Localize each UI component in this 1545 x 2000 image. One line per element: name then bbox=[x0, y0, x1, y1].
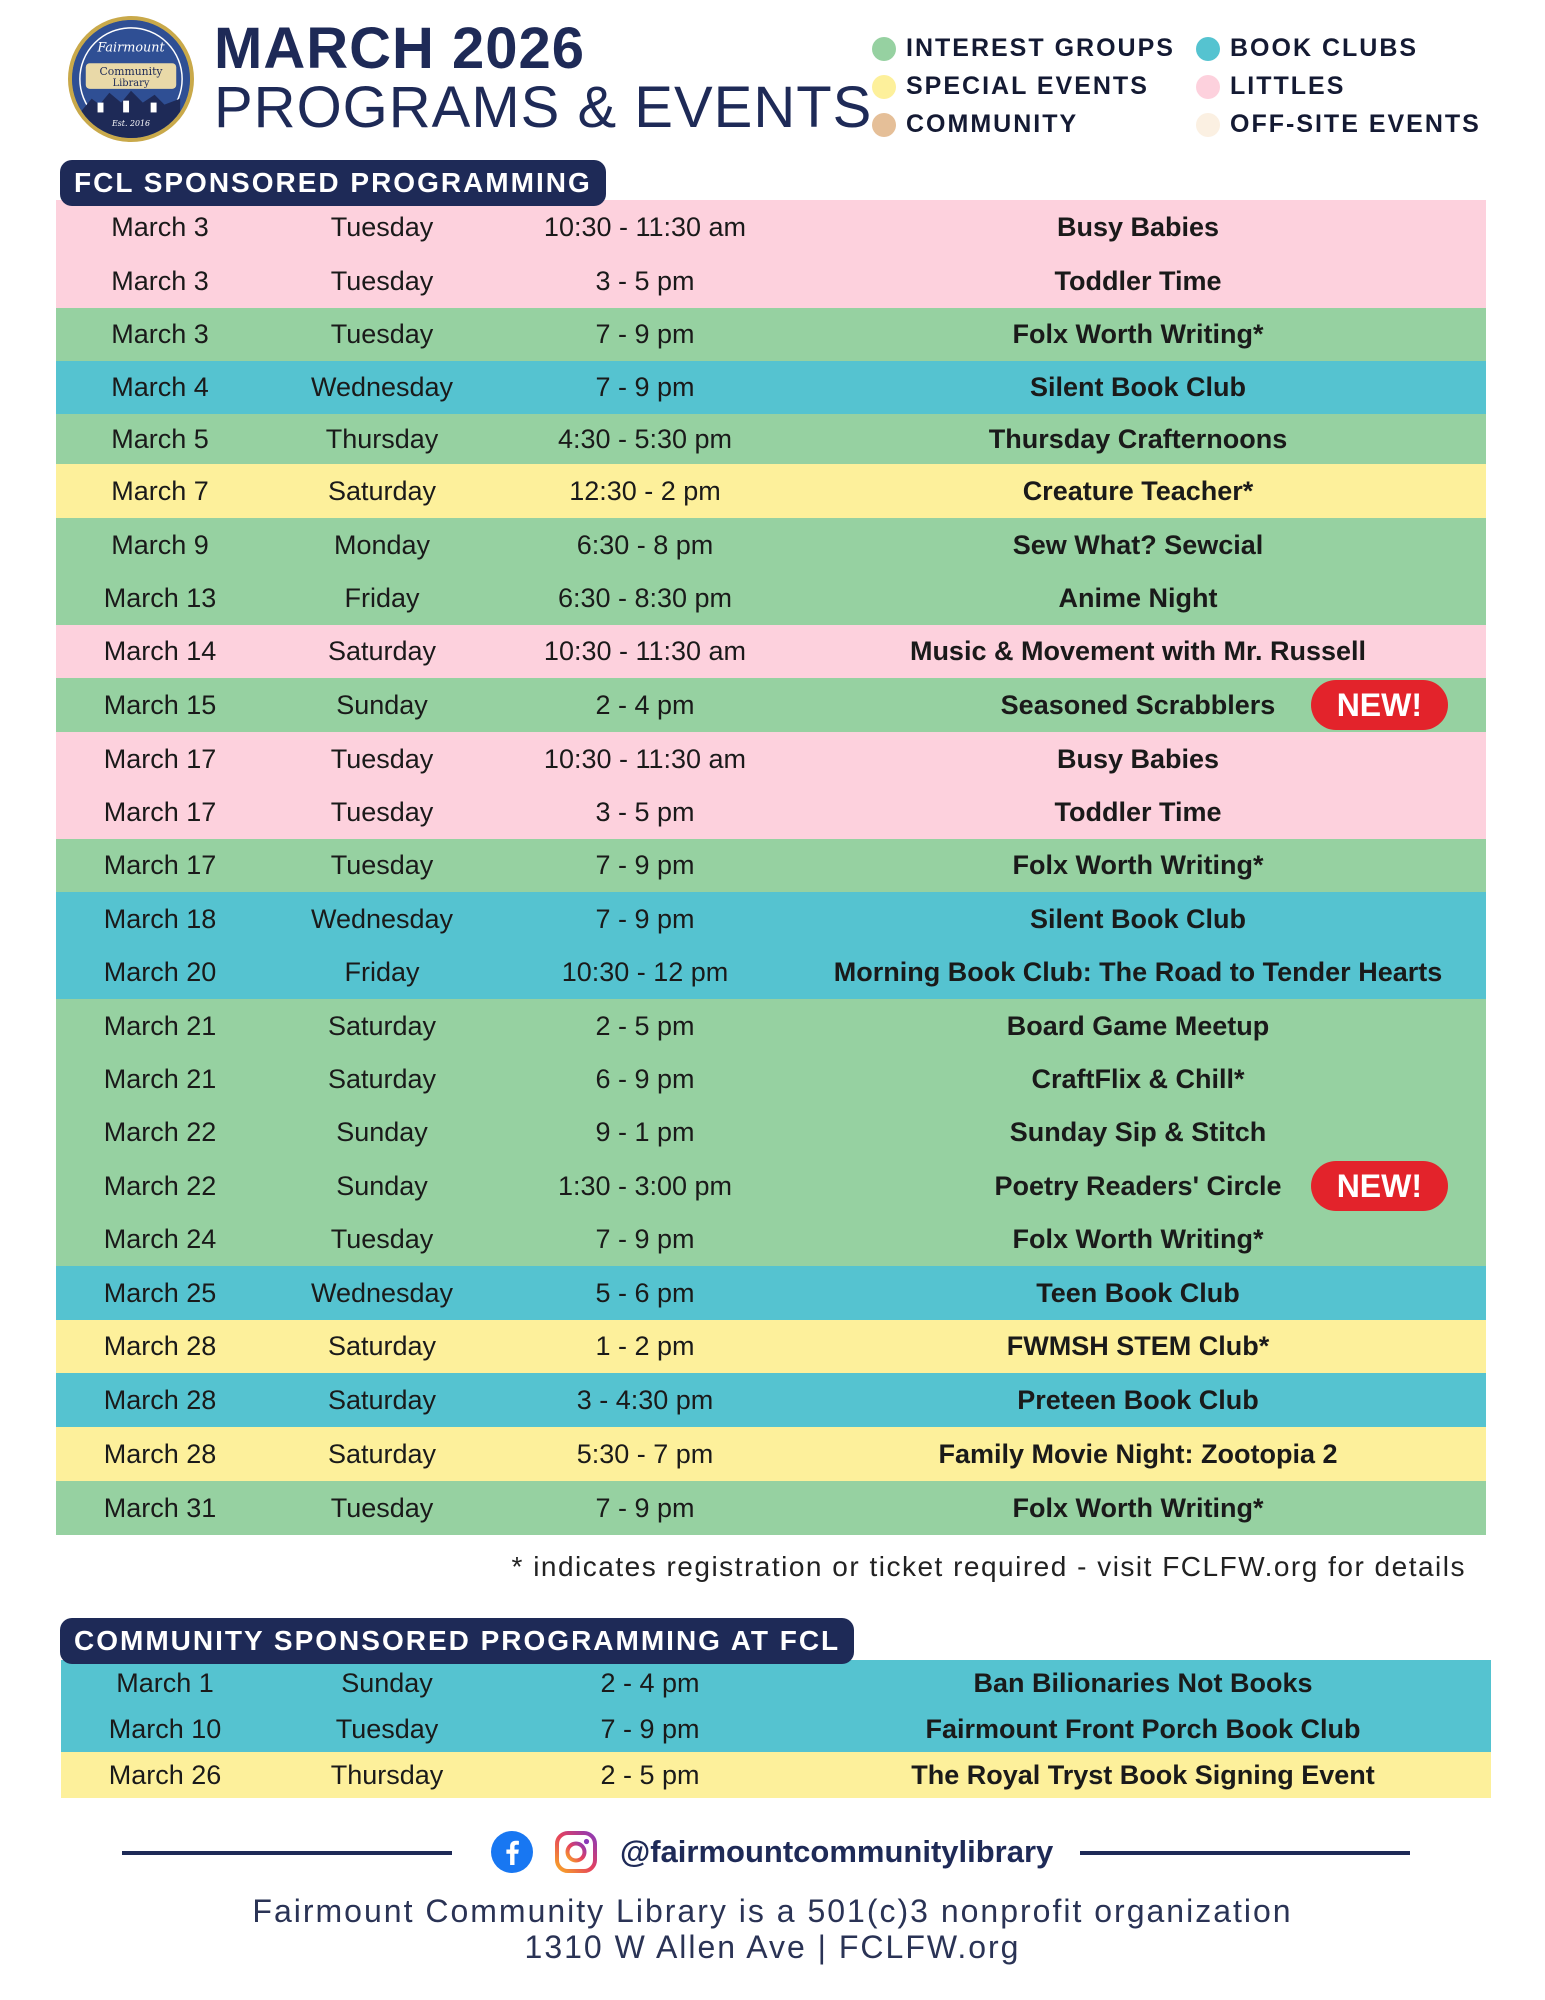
footer-rule-left bbox=[122, 1851, 452, 1855]
event-day: Thursday bbox=[325, 423, 439, 454]
fcl-events-table bbox=[56, 200, 1486, 1535]
event-time: 2 - 4 pm bbox=[595, 689, 695, 720]
event-time: 6:30 - 8 pm bbox=[576, 529, 714, 560]
event-row bbox=[56, 254, 1486, 308]
event-date: March 5 bbox=[111, 423, 209, 454]
event-date: March 28 bbox=[103, 1331, 217, 1361]
event-date: March 13 bbox=[103, 583, 217, 613]
page-title bbox=[214, 16, 873, 140]
event-name: Teen Book Club bbox=[1036, 1277, 1240, 1308]
event-date: March 28 bbox=[103, 1438, 217, 1469]
event-name: Music & Movement with Mr. Russell bbox=[909, 636, 1367, 666]
event-time: 3 - 4:30 pm bbox=[576, 1384, 714, 1415]
event-time: 1 - 2 pm bbox=[595, 1331, 695, 1361]
event-date: March 24 bbox=[103, 1224, 217, 1254]
community-events-table bbox=[61, 1660, 1491, 1798]
event-row bbox=[56, 732, 1486, 786]
event-day: Saturday bbox=[327, 1331, 437, 1361]
event-row bbox=[56, 946, 1486, 999]
event-row bbox=[56, 1053, 1486, 1106]
event-time: 5 - 6 pm bbox=[595, 1277, 695, 1308]
event-row bbox=[56, 1266, 1486, 1320]
event-name: CraftFlix & Chill* bbox=[1031, 1064, 1245, 1094]
registration-note: * indicates registration or ticket required - visit FCLFW.org for details bbox=[511, 1551, 1466, 1582]
event-name: Poetry Readers' Circle bbox=[994, 1170, 1282, 1201]
event-date: March 31 bbox=[103, 1492, 217, 1523]
event-name: Anime Night bbox=[1058, 583, 1218, 613]
event-name: Ban Bilionaries Not Books bbox=[973, 1667, 1313, 1698]
event-time: 5:30 - 7 pm bbox=[576, 1438, 714, 1469]
event-row bbox=[56, 1481, 1486, 1535]
event-row bbox=[56, 518, 1486, 572]
event-time: 7 - 9 pm bbox=[595, 850, 695, 880]
event-day: Sunday bbox=[336, 689, 428, 720]
event-day: Saturday bbox=[327, 475, 437, 506]
event-name: Silent Book Club bbox=[1030, 372, 1246, 402]
legend-label: OFF-SITE EVENTS bbox=[1230, 110, 1481, 138]
event-day: Tuesday bbox=[330, 265, 434, 296]
legend-label: LITTLES bbox=[1230, 72, 1346, 100]
event-date: March 14 bbox=[103, 636, 217, 666]
event-name: Fairmount Front Porch Book Club bbox=[925, 1713, 1361, 1744]
event-date: March 17 bbox=[103, 850, 217, 880]
legend-dot-icon bbox=[872, 75, 896, 99]
legend-special-events bbox=[872, 72, 1149, 101]
event-date: March 28 bbox=[103, 1384, 217, 1415]
new-badge: NEW! bbox=[1311, 1161, 1448, 1211]
event-date: March 1 bbox=[116, 1667, 214, 1698]
event-row bbox=[56, 839, 1486, 892]
event-day: Tuesday bbox=[330, 1224, 434, 1254]
event-time: 4:30 - 5:30 pm bbox=[557, 423, 733, 454]
legend-dot-icon bbox=[1196, 37, 1220, 61]
event-day: Saturday bbox=[327, 636, 437, 666]
logo-text-est: Est. 2016 bbox=[112, 119, 150, 129]
event-time: 3 - 5 pm bbox=[595, 797, 695, 827]
event-date: March 20 bbox=[103, 957, 217, 987]
fcl-section-banner: FCL SPONSORED PROGRAMMING bbox=[60, 160, 606, 206]
instagram-icon[interactable] bbox=[554, 1830, 598, 1874]
event-time: 10:30 - 11:30 am bbox=[543, 211, 747, 242]
legend-label: BOOK CLUBS bbox=[1230, 34, 1419, 62]
event-day: Tuesday bbox=[330, 1492, 434, 1523]
event-name: Sunday Sip & Stitch bbox=[1009, 1117, 1267, 1147]
event-row bbox=[56, 625, 1486, 678]
legend-book-clubs bbox=[1196, 34, 1418, 63]
event-row bbox=[56, 572, 1486, 625]
event-date: March 21 bbox=[103, 1064, 217, 1094]
event-row bbox=[56, 786, 1486, 839]
event-day: Saturday bbox=[327, 1064, 437, 1094]
event-name: The Royal Tryst Book Signing Event bbox=[911, 1759, 1375, 1790]
event-name: Seasoned Scrabblers bbox=[1000, 689, 1276, 720]
event-name: Folx Worth Writing* bbox=[1012, 319, 1264, 349]
event-name: Folx Worth Writing* bbox=[1012, 1224, 1264, 1254]
legend-littles bbox=[1196, 72, 1345, 101]
community-section-banner: COMMUNITY SPONSORED PROGRAMMING AT FCL bbox=[60, 1618, 854, 1664]
event-time: 7 - 9 pm bbox=[595, 1492, 695, 1523]
event-time: 7 - 9 pm bbox=[595, 372, 695, 402]
legend-dot-icon bbox=[1196, 113, 1220, 137]
legend-off-site-events bbox=[1196, 110, 1481, 139]
event-row bbox=[61, 1660, 1491, 1706]
event-time: 12:30 - 2 pm bbox=[569, 475, 721, 506]
event-date: March 17 bbox=[103, 797, 217, 827]
event-day: Tuesday bbox=[330, 743, 434, 774]
event-day: Tuesday bbox=[330, 797, 434, 827]
event-name: Folx Worth Writing* bbox=[1012, 1492, 1264, 1523]
event-row bbox=[56, 464, 1486, 518]
title-month: MARCH 2026 bbox=[214, 16, 585, 81]
logo-text-library: Library bbox=[112, 77, 150, 89]
event-time: 7 - 9 pm bbox=[595, 1224, 695, 1254]
event-row bbox=[56, 1320, 1486, 1373]
event-date: March 17 bbox=[103, 743, 217, 774]
event-time: 7 - 9 pm bbox=[600, 1713, 700, 1744]
event-time: 7 - 9 pm bbox=[595, 319, 695, 349]
event-row bbox=[56, 308, 1486, 361]
event-day: Tuesday bbox=[335, 1713, 439, 1744]
event-day: Wednesday bbox=[310, 372, 454, 402]
address-and-website: 1310 W Allen Ave | FCLFW.org bbox=[524, 1929, 1021, 1965]
event-time: 10:30 - 11:30 am bbox=[543, 743, 747, 774]
legend-dot-icon bbox=[872, 37, 896, 61]
event-row bbox=[61, 1706, 1491, 1752]
event-date: March 9 bbox=[111, 529, 209, 560]
event-name: Creature Teacher* bbox=[1022, 475, 1254, 506]
event-time: 1:30 - 3:00 pm bbox=[557, 1170, 733, 1201]
event-day: Tuesday bbox=[330, 211, 434, 242]
legend-dot-icon bbox=[1196, 75, 1220, 99]
event-name: Morning Book Club: The Road to Tender Hearts bbox=[833, 957, 1443, 987]
event-time: 2 - 4 pm bbox=[600, 1667, 700, 1698]
event-row bbox=[56, 678, 1486, 732]
social-handle[interactable]: @fairmountcommunitylibrary bbox=[620, 1834, 1054, 1869]
event-row bbox=[56, 999, 1486, 1053]
event-name: Board Game Meetup bbox=[1006, 1010, 1270, 1041]
title-subtitle: PROGRAMS & EVENTS bbox=[214, 75, 873, 140]
event-day: Thursday bbox=[330, 1759, 444, 1790]
logo-text-fairmount: Fairmount bbox=[97, 40, 165, 56]
event-day: Sunday bbox=[336, 1117, 428, 1147]
event-row bbox=[56, 361, 1486, 414]
social-media-row bbox=[490, 1830, 1053, 1874]
legend-interest-groups bbox=[872, 34, 1175, 63]
event-row bbox=[56, 1373, 1486, 1427]
event-day: Tuesday bbox=[330, 850, 434, 880]
event-date: March 25 bbox=[103, 1277, 217, 1308]
library-logo bbox=[68, 16, 194, 142]
event-row bbox=[61, 1752, 1491, 1798]
event-date: March 3 bbox=[111, 319, 209, 349]
library-logo-graphic bbox=[72, 20, 190, 138]
nonprofit-statement: Fairmount Community Library is a 501(c)3 nonprofit organization bbox=[252, 1893, 1293, 1929]
event-day: Tuesday bbox=[330, 319, 434, 349]
event-day: Saturday bbox=[327, 1384, 437, 1415]
event-time: 2 - 5 pm bbox=[600, 1759, 700, 1790]
event-name: Sew What? Sewcial bbox=[1012, 529, 1264, 560]
event-row bbox=[56, 1159, 1486, 1213]
event-date: March 22 bbox=[103, 1117, 217, 1147]
event-date: March 3 bbox=[111, 265, 209, 296]
event-day: Saturday bbox=[327, 1010, 437, 1041]
event-date: March 15 bbox=[103, 689, 217, 720]
event-name: FWMSH STEM Club* bbox=[1006, 1331, 1270, 1361]
event-time: 7 - 9 pm bbox=[595, 903, 695, 934]
event-name: Folx Worth Writing* bbox=[1012, 850, 1264, 880]
event-date: March 18 bbox=[103, 903, 217, 934]
event-time: 2 - 5 pm bbox=[595, 1010, 695, 1041]
event-day: Sunday bbox=[341, 1667, 433, 1698]
event-day: Monday bbox=[333, 529, 431, 560]
event-name: Family Movie Night: Zootopia 2 bbox=[938, 1438, 1338, 1469]
event-time: 10:30 - 11:30 am bbox=[543, 636, 747, 666]
event-row bbox=[56, 200, 1486, 254]
event-row bbox=[56, 892, 1486, 946]
event-day: Wednesday bbox=[310, 903, 454, 934]
facebook-icon[interactable] bbox=[490, 1830, 534, 1874]
legend-dot-icon bbox=[872, 113, 896, 137]
event-name: Toddler Time bbox=[1054, 265, 1222, 296]
event-date: March 7 bbox=[111, 475, 209, 506]
event-row bbox=[56, 1213, 1486, 1266]
event-name: Silent Book Club bbox=[1030, 903, 1246, 934]
legend-label: INTEREST GROUPS bbox=[906, 34, 1175, 62]
event-date: March 4 bbox=[111, 372, 209, 402]
footer-rule-right bbox=[1080, 1851, 1410, 1855]
event-date: March 22 bbox=[103, 1170, 217, 1201]
legend-label: COMMUNITY bbox=[906, 110, 1079, 138]
event-day: Friday bbox=[344, 583, 420, 613]
event-row bbox=[56, 1427, 1486, 1481]
event-time: 3 - 5 pm bbox=[595, 265, 695, 296]
event-day: Sunday bbox=[336, 1170, 428, 1201]
event-name: Busy Babies bbox=[1056, 743, 1220, 774]
event-day: Friday bbox=[344, 957, 420, 987]
event-row bbox=[56, 1106, 1486, 1159]
event-time: 6:30 - 8:30 pm bbox=[557, 583, 733, 613]
new-badge: NEW! bbox=[1311, 680, 1448, 730]
event-date: March 26 bbox=[108, 1759, 222, 1790]
event-date: March 3 bbox=[111, 211, 209, 242]
event-name: Toddler Time bbox=[1054, 797, 1222, 827]
legend-label: SPECIAL EVENTS bbox=[906, 72, 1149, 100]
event-name: Thursday Crafternoons bbox=[988, 423, 1288, 454]
event-day: Wednesday bbox=[310, 1277, 454, 1308]
legend-community bbox=[872, 110, 1078, 139]
event-time: 9 - 1 pm bbox=[595, 1117, 695, 1147]
logo-text-community: Community bbox=[99, 65, 163, 79]
event-date: March 10 bbox=[108, 1713, 222, 1744]
event-name: Busy Babies bbox=[1056, 211, 1220, 242]
event-time: 6 - 9 pm bbox=[595, 1064, 695, 1094]
event-date: March 21 bbox=[103, 1010, 217, 1041]
event-name: Preteen Book Club bbox=[1017, 1384, 1259, 1415]
event-day: Saturday bbox=[327, 1438, 437, 1469]
event-time: 10:30 - 12 pm bbox=[561, 957, 729, 987]
event-row bbox=[56, 414, 1486, 464]
